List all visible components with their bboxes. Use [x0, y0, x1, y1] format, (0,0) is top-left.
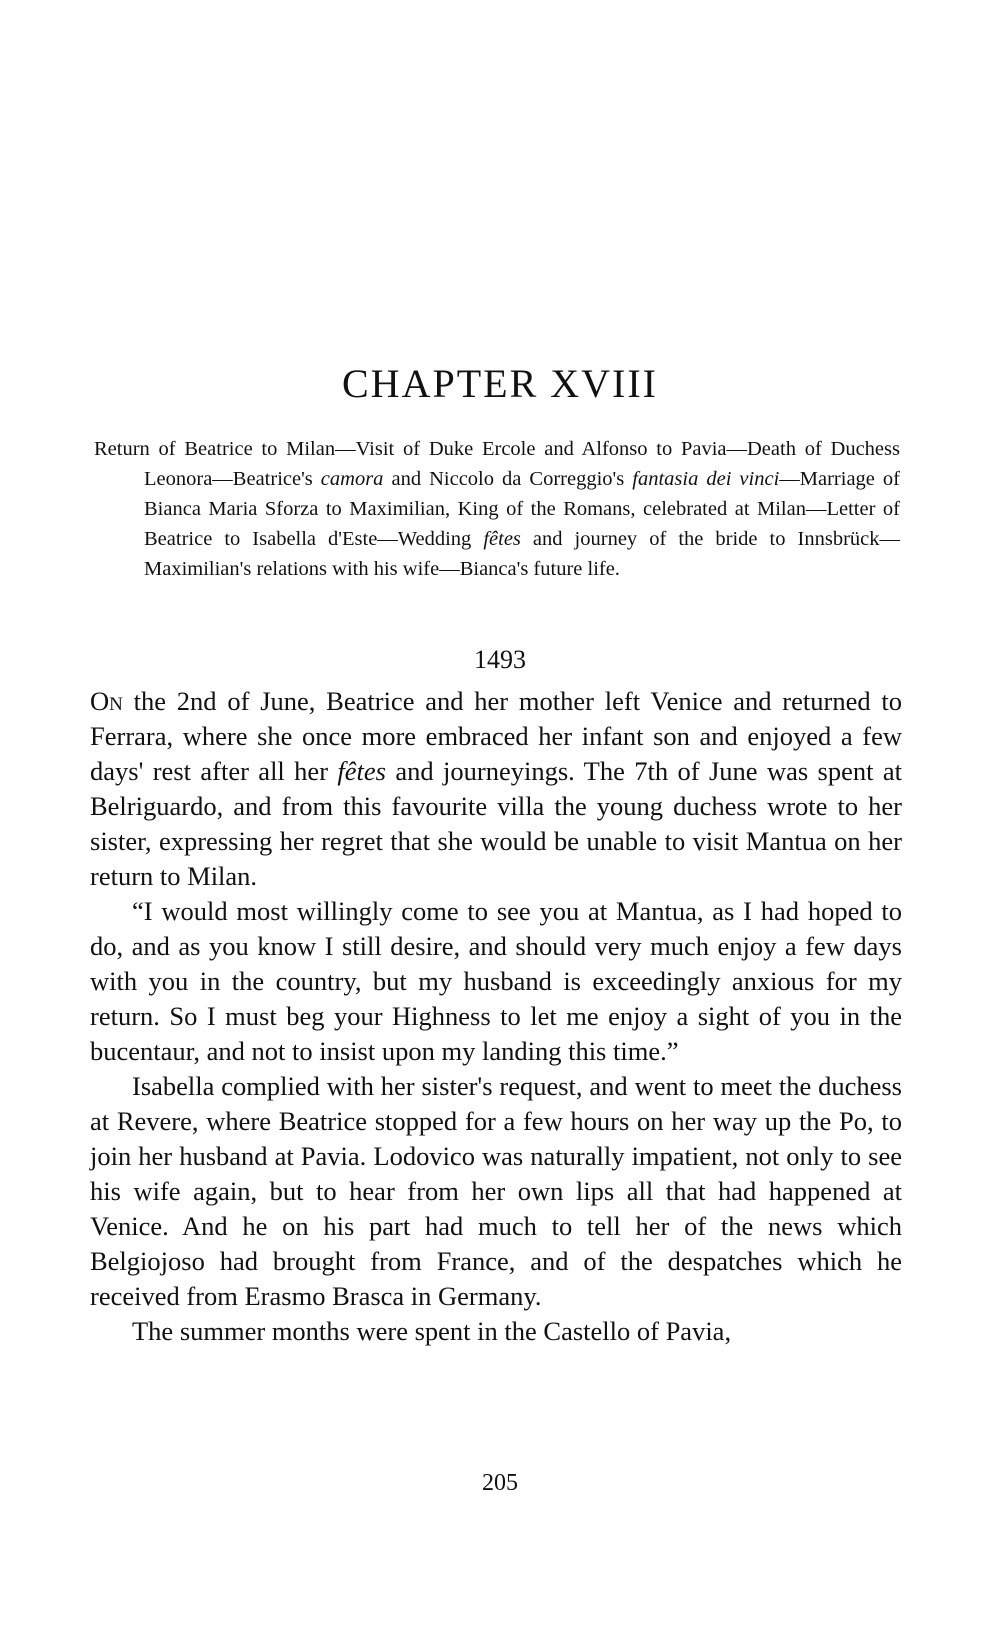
drop-word: On [90, 686, 123, 716]
paragraph-3: Isabella complied with her sister's request, and went to meet the duchess at Revere, where Beatrice stopped for a few hours on her way up the Po, to join her husband at Pavia. Lodovico was naturally impatient, not only to see his wife again, but to hear from her own lips all that had happened at Venice. And he on his part had much to tell her of the news which Belgiojoso had brought from France, and of the despatches which he received from Erasmo Brasca in Germany. [90, 1071, 902, 1311]
page-number: 205 [482, 1470, 518, 1496]
synopsis-text-1: Return of Beatrice to Milan—Visit of Duke Ercole and Alfonso to Pavia—Death of Duchess Leonora—Beatrice's [94, 438, 900, 490]
paragraph-4: The summer months were spent in the Castello of Pavia, [132, 1316, 732, 1346]
chapter-synopsis [94, 434, 900, 584]
paragraph-1-text-2: and journeyings. The 7th of June was spent at Belriguardo, and from this favourite villa the young duchess wrote to her sister, expressing her regret that she would be unable to visit Mantua on her return to Milan. [90, 756, 902, 891]
synopsis-text-3: —Marriage of Bianca Maria Sforza to Maximilian, King of the Romans, celebrated at Milan—Letter of Beatrice to Isabella d'Este—Wedding [144, 468, 900, 550]
year-heading: 1493 [474, 645, 526, 674]
synopsis-italic-2: fantasia dei vinci [632, 468, 780, 490]
synopsis-italic-3: fêtes [483, 528, 521, 550]
paragraph-1 [90, 684, 902, 894]
synopsis-italic-1: camora [320, 468, 384, 490]
body-text [90, 684, 902, 1349]
paragraph-1-italic: fêtes [337, 756, 386, 786]
synopsis-text-2: and Niccolo da Correggio's [383, 468, 633, 490]
paragraph-2: “I would most willingly come to see you at Mantua, as I had hoped to do, and as you know I still desire, and should very much enjoy a few days with you in the country, but my husband is exceedingly anxious for my return. So I must beg your Highness to let me enjoy a sight of you in the bucentaur, and not to insist upon my landing this time.” [90, 896, 902, 1066]
chapter-title: CHAPTER XVIII [342, 361, 658, 406]
synopsis-text-4: and journey of the bride to Innsbrück—Maximilian's relations with his wife—Bianca's future life. [144, 528, 900, 580]
paragraph-1-text-1: the 2nd of June, Beatrice and her mother left Venice and returned to Ferrara, where she once more embraced her infant son and enjoyed a few days' rest after all her [90, 686, 902, 786]
